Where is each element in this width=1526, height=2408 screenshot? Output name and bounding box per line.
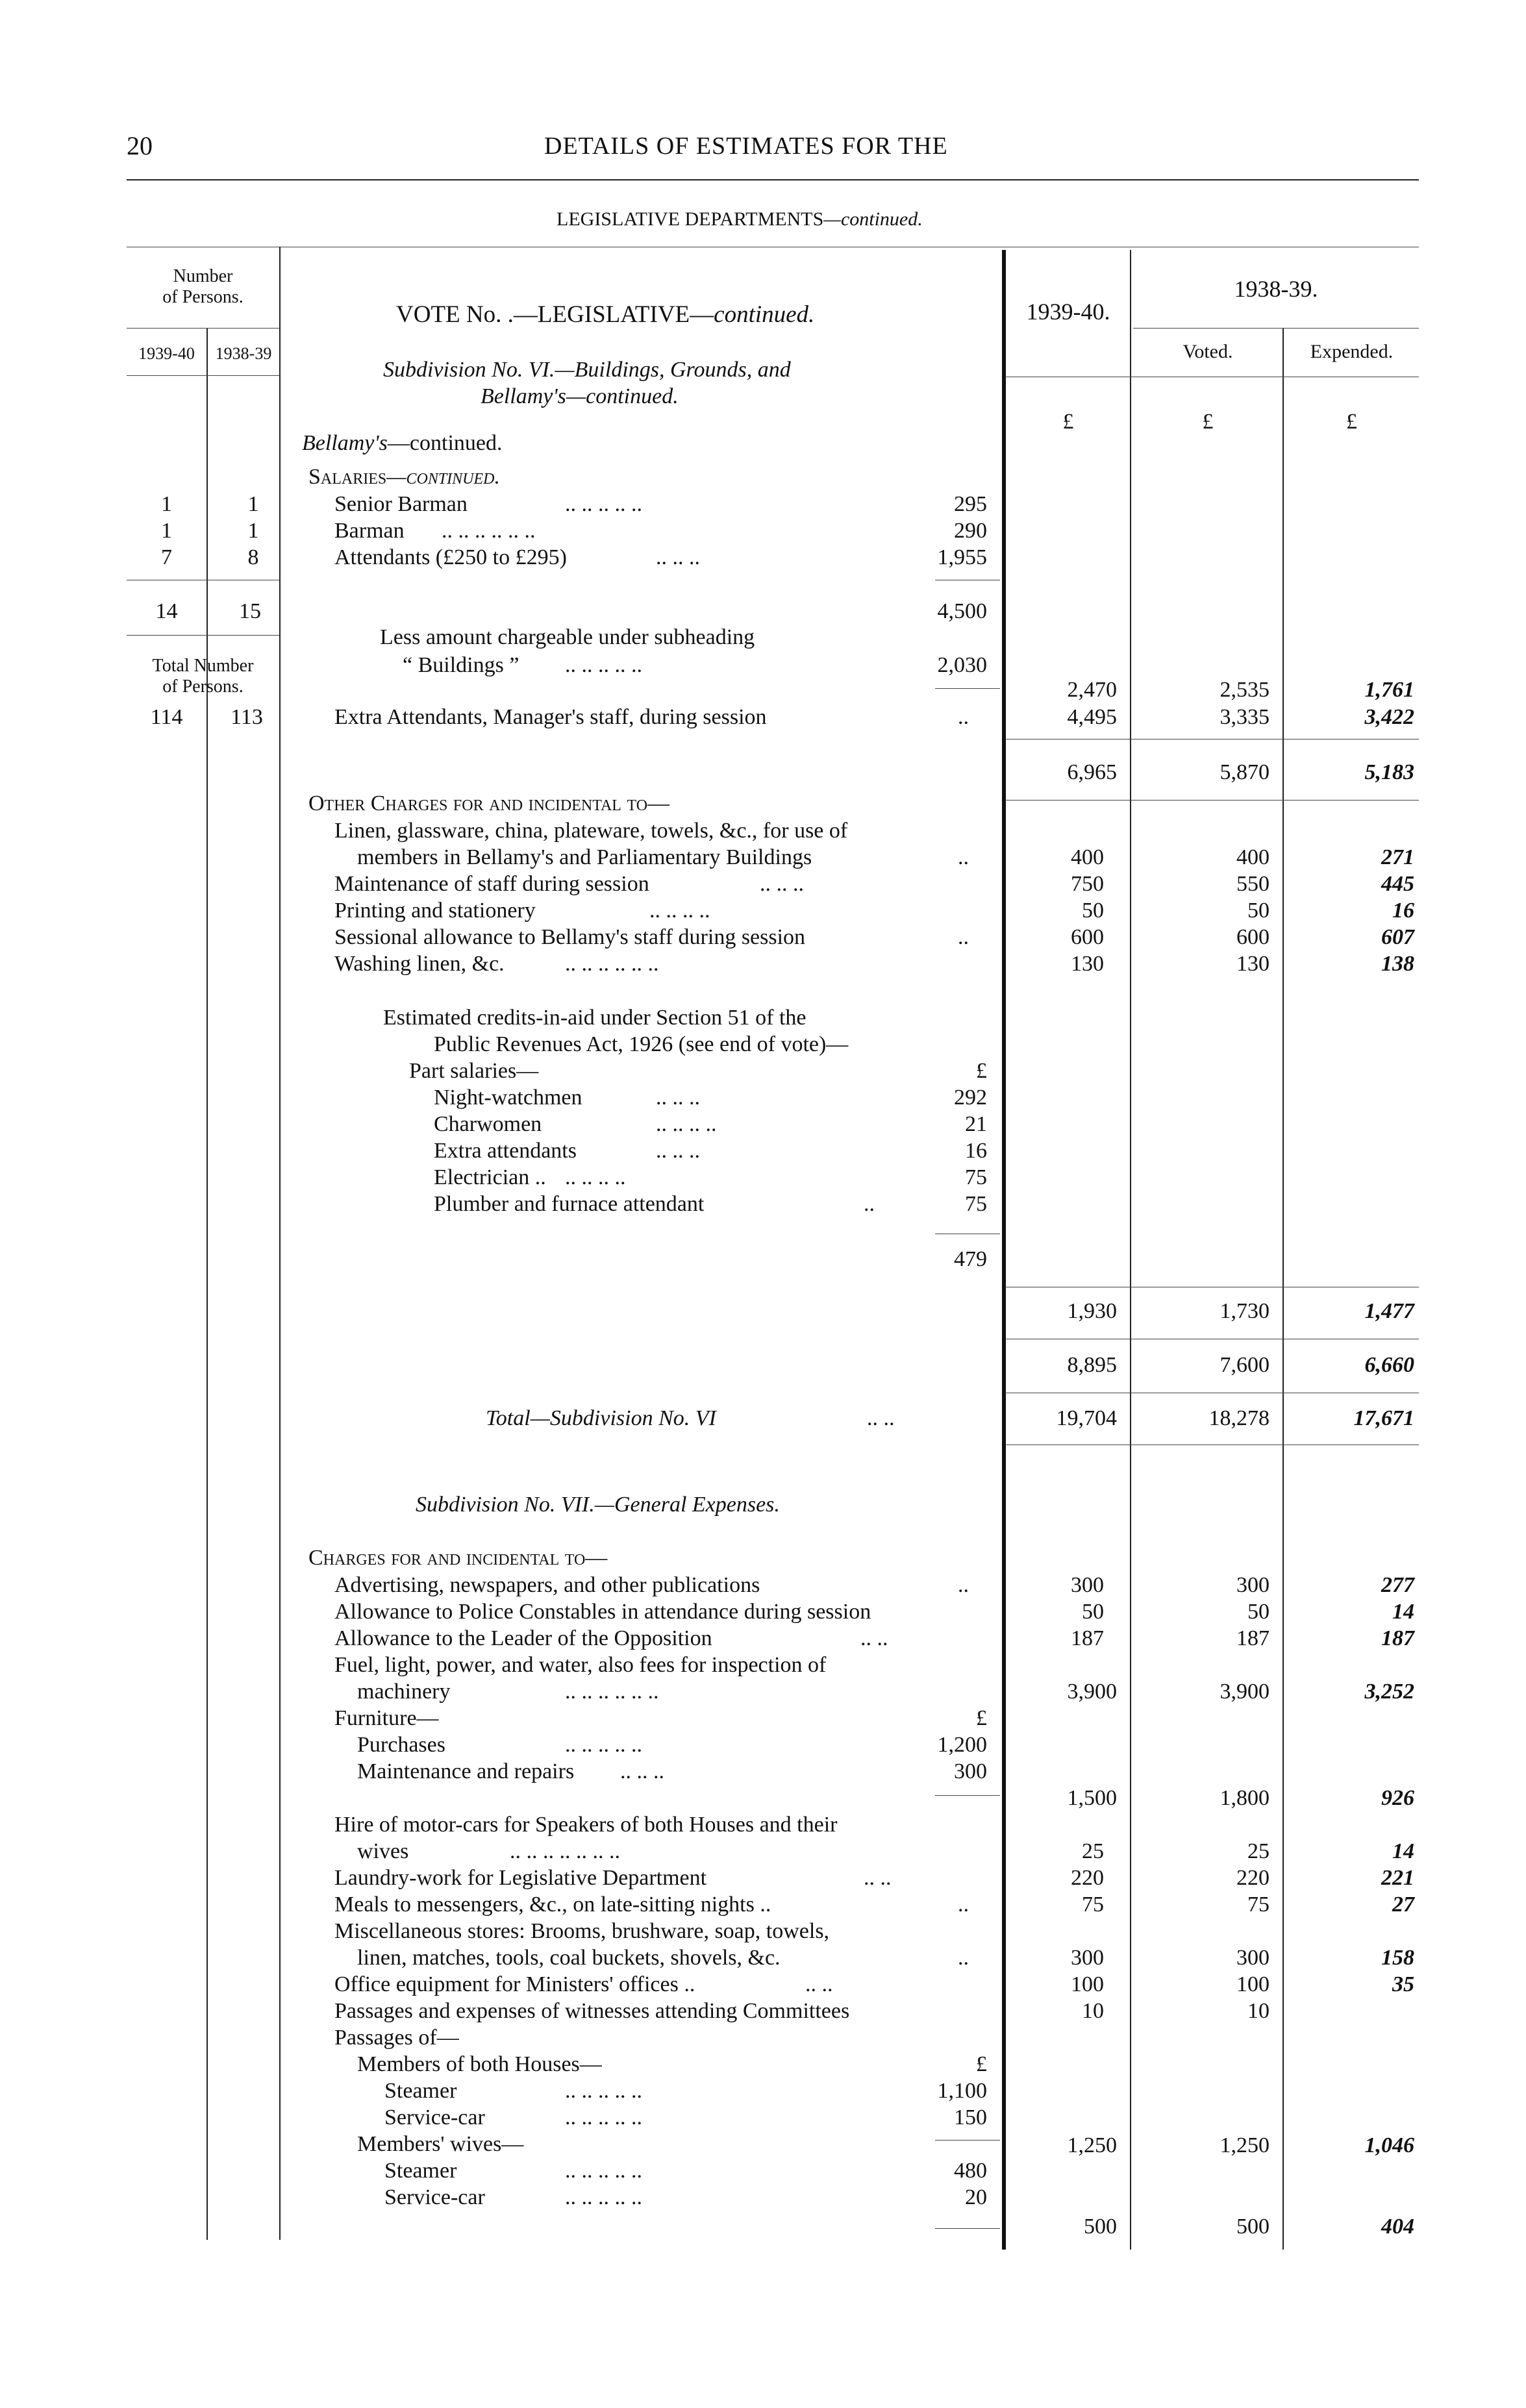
total-vi-1939: 19,704 bbox=[1056, 1406, 1117, 1430]
general2-label: wives bbox=[357, 1839, 409, 1863]
other-charge-expended: 445 bbox=[1381, 872, 1414, 896]
salary-dots: .. .. .. .. .. .. bbox=[442, 519, 536, 543]
salary-dots: .. .. .. .. .. bbox=[565, 492, 642, 516]
other-charges-total-voted: 1,730 bbox=[1220, 1299, 1270, 1323]
extra-attendants-voted: 3,335 bbox=[1220, 705, 1270, 729]
other-charge-1939: 50 bbox=[1082, 899, 1104, 923]
salary-p39: 1 bbox=[161, 519, 172, 543]
credits-line-1: Estimated credits-in-aid under Section 51 of the bbox=[383, 1006, 807, 1030]
persons-inner-divider bbox=[206, 328, 208, 2240]
general2-label: Miscellaneous stores: Brooms, brushware, soap, towels, bbox=[334, 1919, 830, 1943]
passage-wife-dots: .. .. .. .. .. bbox=[565, 2159, 642, 2183]
charges-heading: Charges for and incidental to— bbox=[308, 1546, 608, 1570]
general2-label: linen, matches, tools, coal buckets, shovels, &c. bbox=[357, 1946, 781, 1970]
general-label: Allowance to the Leader of the Opposition bbox=[334, 1626, 712, 1650]
money-header-rule bbox=[1133, 328, 1419, 329]
passages-members-expended: 1,046 bbox=[1364, 2133, 1414, 2157]
salaries-total-1939: 6,965 bbox=[1067, 760, 1117, 784]
general-label: machinery bbox=[357, 1680, 451, 1704]
pound-1939: £ bbox=[1062, 410, 1074, 434]
credit-dots: .. .. .. .. bbox=[565, 1165, 626, 1189]
passages-members-rule bbox=[935, 2140, 1000, 2141]
credits-pound: £ bbox=[976, 1059, 987, 1083]
passage-wife-amount: 20 bbox=[965, 2185, 987, 2209]
money-col-1939: 1939-40. bbox=[1026, 299, 1110, 325]
passages-members-voted: 1,250 bbox=[1220, 2133, 1270, 2157]
furniture-purchases-dots: .. .. .. .. .. bbox=[565, 1733, 642, 1757]
salary-p38: 1 bbox=[247, 492, 259, 516]
passages-wives-expended: 404 bbox=[1381, 2215, 1414, 2239]
money-col-1938: 1938-39. bbox=[1234, 276, 1318, 302]
salary-label: Attendants (£250 to £295) bbox=[334, 545, 567, 569]
header-rule bbox=[127, 179, 1419, 180]
other-charge-expended: 138 bbox=[1381, 952, 1414, 976]
salary-amount: 1,955 bbox=[937, 545, 987, 569]
other-charge-voted: 600 bbox=[1236, 925, 1270, 949]
passages-wives-rule bbox=[935, 2228, 1000, 2229]
credit-dots: .. .. .. bbox=[656, 1139, 700, 1163]
passages-pound: £ bbox=[976, 2052, 987, 2076]
passages-members-1939: 1,250 bbox=[1067, 2133, 1117, 2157]
less-amount: 2,030 bbox=[937, 653, 987, 677]
passage-member-label: Service-car bbox=[384, 2105, 485, 2129]
less-line-1: Less amount chargeable under subheading bbox=[380, 625, 755, 649]
less-line-2: “ Buildings ” bbox=[403, 653, 519, 677]
salary-amount: 290 bbox=[954, 519, 987, 543]
less-rule bbox=[935, 688, 1000, 689]
credit-label: Charwomen bbox=[434, 1112, 542, 1136]
general2-dots: .. bbox=[958, 1946, 969, 1970]
persons-title-2: of Persons. bbox=[162, 287, 244, 307]
general2-dots: .. .. .. .. .. .. .. bbox=[510, 1839, 620, 1863]
credit-label: Electrician .. bbox=[434, 1165, 546, 1189]
bellamys-total-1939: 8,895 bbox=[1067, 1353, 1117, 1377]
bellamys-total-expended: 6,660 bbox=[1364, 1353, 1414, 1377]
general2-label: Meals to messengers, &c., on late-sitting nights .. bbox=[334, 1893, 771, 1917]
salaries-total-voted: 5,870 bbox=[1220, 760, 1270, 784]
credit-amount: 292 bbox=[954, 1086, 987, 1110]
credit-amount: 75 bbox=[965, 1192, 987, 1216]
general2-voted: 100 bbox=[1236, 1972, 1270, 1996]
other-charges-total-1939: 1,930 bbox=[1067, 1299, 1117, 1323]
general-voted: 50 bbox=[1247, 1600, 1270, 1624]
general-1939: 300 bbox=[1071, 1573, 1104, 1597]
general2-label: Hire of motor-cars for Speakers of both Houses and their bbox=[334, 1813, 838, 1837]
general-label: Allowance to Police Constables in attendance during session bbox=[334, 1600, 871, 1624]
passage-wife-label: Steamer bbox=[384, 2159, 457, 2183]
other-charge-expended: 607 bbox=[1381, 925, 1414, 949]
general2-dots: .. bbox=[958, 1893, 969, 1917]
subdivision-vi-line1: Subdivision No. VI.—Buildings, Grounds, and bbox=[383, 358, 791, 382]
other-charge-voted: 130 bbox=[1236, 952, 1270, 976]
credit-label: Night-watchmen bbox=[434, 1086, 582, 1110]
general2-1939: 300 bbox=[1071, 1946, 1104, 1970]
credit-dots: .. bbox=[864, 1192, 875, 1216]
general-label: Advertising, newspapers, and other publications bbox=[334, 1573, 760, 1597]
amounts-column-divider bbox=[1002, 250, 1006, 2250]
furniture-rule bbox=[935, 1795, 1000, 1796]
general-voted: 300 bbox=[1236, 1573, 1270, 1597]
other-charge-label: members in Bellamy's and Parliamentary Buildings bbox=[357, 845, 812, 869]
salary-p38: 8 bbox=[247, 545, 259, 569]
other-charge-voted: 50 bbox=[1247, 899, 1270, 923]
other-charge-label: Printing and stationery bbox=[334, 899, 536, 923]
passage-wife-amount: 480 bbox=[954, 2159, 987, 2183]
general2-voted: 25 bbox=[1247, 1839, 1270, 1863]
furniture-expended: 926 bbox=[1381, 1786, 1414, 1810]
persons-header-rule bbox=[127, 328, 279, 329]
page-number: 20 bbox=[127, 131, 153, 160]
general-dots: .. .. .. .. .. .. bbox=[565, 1680, 659, 1704]
persons-header-rule-2 bbox=[127, 375, 279, 376]
general-expended: 14 bbox=[1392, 1600, 1414, 1624]
furniture-pound: £ bbox=[976, 1706, 987, 1730]
total-persons-title-1: Total Number bbox=[152, 656, 254, 676]
passage-member-label: Steamer bbox=[384, 2079, 457, 2103]
total-persons-title-2: of Persons. bbox=[162, 676, 244, 697]
furniture-purchases: Purchases bbox=[357, 1733, 445, 1757]
persons-title-1: Number bbox=[173, 266, 233, 286]
general-voted: 187 bbox=[1236, 1626, 1270, 1650]
general2-1939: 75 bbox=[1082, 1893, 1104, 1917]
general2-label: Office equipment for Ministers' offices .. bbox=[334, 1972, 695, 1996]
general2-expended: 158 bbox=[1381, 1946, 1414, 1970]
subdivision-vi-line2: Bellamy's—continued. bbox=[481, 384, 679, 408]
general-dots: .. bbox=[958, 1573, 969, 1597]
other-charge-1939: 750 bbox=[1071, 872, 1104, 896]
salaries-subtotal: 4,500 bbox=[937, 599, 987, 623]
persons-total-rule bbox=[127, 635, 279, 636]
bellamys-label: Bellamy's—continued. bbox=[302, 431, 503, 455]
other-charge-voted: 400 bbox=[1236, 845, 1270, 869]
general-1939: 187 bbox=[1071, 1626, 1104, 1650]
voted-expended-divider bbox=[1282, 328, 1284, 2250]
persons-col-1939: 1939-40 bbox=[138, 344, 195, 363]
passage-wife-dots: .. .. .. .. .. bbox=[565, 2185, 642, 2209]
other-charge-dots: .. bbox=[958, 925, 969, 949]
general2-voted: 10 bbox=[1247, 1999, 1270, 2023]
salary-label: Barman bbox=[334, 519, 405, 543]
general2-dots: .. .. bbox=[864, 1866, 892, 1890]
general2-1939: 10 bbox=[1082, 1999, 1104, 2023]
pound-expended: £ bbox=[1346, 410, 1357, 434]
other-charge-dots: .. .. .. .. .. .. bbox=[565, 952, 659, 976]
general2-label: Laundry-work for Legislative Department bbox=[334, 1866, 707, 1890]
other-charge-dots: .. bbox=[958, 845, 969, 869]
other-charge-voted: 550 bbox=[1236, 872, 1270, 896]
salaries-net-voted: 2,535 bbox=[1220, 678, 1270, 702]
furniture-label: Furniture— bbox=[334, 1706, 439, 1730]
general2-expended: 221 bbox=[1381, 1866, 1414, 1890]
subdivision-vii-title: Subdivision No. VII.—General Expenses. bbox=[416, 1493, 780, 1517]
general2-expended: 27 bbox=[1392, 1893, 1414, 1917]
salaries-label: Salaries—continued. bbox=[308, 465, 501, 489]
salaries-total-bottom-rule bbox=[1005, 800, 1419, 801]
credit-amount: 75 bbox=[965, 1165, 987, 1189]
salary-p39: 7 bbox=[161, 545, 172, 569]
persons-col-1938: 1938-39 bbox=[215, 344, 272, 363]
general2-1939: 25 bbox=[1082, 1839, 1104, 1863]
extra-attendants-label: Extra Attendants, Manager's staff, during session bbox=[334, 705, 767, 729]
other-charge-1939: 130 bbox=[1071, 952, 1104, 976]
other-charge-1939: 400 bbox=[1071, 845, 1104, 869]
passages-wives-voted: 500 bbox=[1236, 2215, 1270, 2239]
vote-title: VOTE No. .—LEGISLATIVE—continued. bbox=[396, 301, 815, 328]
general-voted: 3,900 bbox=[1220, 1680, 1270, 1704]
total-persons-38: 113 bbox=[231, 705, 263, 729]
general2-expended: 35 bbox=[1392, 1972, 1414, 1996]
other-charge-dots: .. .. .. bbox=[760, 872, 804, 896]
furniture-maintenance-amount: 300 bbox=[954, 1759, 987, 1783]
extra-attendants-expended: 3,422 bbox=[1364, 705, 1414, 729]
passage-member-amount: 150 bbox=[954, 2105, 987, 2129]
total-persons-39: 114 bbox=[150, 705, 183, 729]
other-charges-heading: Other Charges for and incidental to— bbox=[308, 791, 670, 815]
salary-label: Senior Barman bbox=[334, 492, 468, 516]
other-charge-label: Washing linen, &c. bbox=[334, 952, 505, 976]
part-salaries-label: Part salaries— bbox=[409, 1059, 539, 1083]
general2-voted: 220 bbox=[1236, 1866, 1270, 1890]
general-1939: 3,900 bbox=[1067, 1680, 1117, 1704]
passage-member-dots: .. .. .. .. .. bbox=[565, 2079, 642, 2103]
other-charge-dots: .. .. .. .. bbox=[649, 899, 710, 923]
salaries-total-expended: 5,183 bbox=[1364, 760, 1414, 784]
other-charge-label: Maintenance of staff during session bbox=[334, 872, 649, 896]
credit-dots: .. .. .. .. bbox=[656, 1112, 717, 1136]
general-expended: 277 bbox=[1381, 1573, 1414, 1597]
passage-wife-label: Service-car bbox=[384, 2185, 485, 2209]
passages-wives-1939: 500 bbox=[1084, 2215, 1117, 2239]
general-dots: .. .. bbox=[860, 1626, 888, 1650]
credits-line-2: Public Revenues Act, 1926 (see end of vote)— bbox=[434, 1032, 849, 1056]
total-vi-expended: 17,671 bbox=[1353, 1406, 1414, 1430]
other-charge-expended: 271 bbox=[1381, 845, 1414, 869]
general2-1939: 220 bbox=[1071, 1866, 1104, 1890]
extra-attendants-dots: .. bbox=[958, 705, 969, 729]
total-vi-label: Total—Subdivision No. VI bbox=[486, 1406, 716, 1430]
furniture-maintenance: Maintenance and repairs bbox=[357, 1759, 575, 1783]
other-charges-total-expended: 1,477 bbox=[1364, 1299, 1414, 1323]
passages-label: Passages of— bbox=[334, 2026, 459, 2050]
pound-voted: £ bbox=[1202, 410, 1214, 434]
passages-members-label: Members of both Houses— bbox=[357, 2052, 602, 2076]
credits-total: 479 bbox=[954, 1247, 987, 1271]
persons-column-divider bbox=[279, 247, 281, 2240]
col-1939-divider bbox=[1130, 250, 1131, 2250]
salary-p38: 1 bbox=[247, 519, 259, 543]
passage-member-amount: 1,100 bbox=[937, 2079, 987, 2103]
general2-label: Passages and expenses of witnesses attending Committees bbox=[334, 1999, 850, 2023]
passage-member-dots: .. .. .. .. .. bbox=[565, 2105, 642, 2129]
extra-attendants-1939: 4,495 bbox=[1067, 705, 1117, 729]
other-charge-1939: 600 bbox=[1071, 925, 1104, 949]
general-1939: 50 bbox=[1082, 1600, 1104, 1624]
credit-dots: .. .. .. bbox=[656, 1086, 700, 1110]
credit-label: Plumber and furnace attendant bbox=[434, 1192, 705, 1216]
salaries-net-1939: 2,470 bbox=[1067, 678, 1117, 702]
general2-expended: 14 bbox=[1392, 1839, 1414, 1863]
salary-dots: .. .. .. bbox=[656, 545, 700, 569]
running-title: DETAILS OF ESTIMATES FOR THE bbox=[544, 132, 948, 160]
general2-1939: 100 bbox=[1071, 1972, 1104, 1996]
salary-amount: 295 bbox=[954, 492, 987, 516]
other-charge-label: Sessional allowance to Bellamy's staff during session bbox=[334, 925, 806, 949]
passages-wives-label: Members' wives— bbox=[357, 2132, 524, 2156]
furniture-voted: 1,800 bbox=[1220, 1786, 1270, 1810]
general2-voted: 75 bbox=[1247, 1893, 1270, 1917]
bellamys-total-voted: 7,600 bbox=[1220, 1353, 1270, 1377]
credit-label: Extra attendants bbox=[434, 1139, 577, 1163]
salaries-net-expended: 1,761 bbox=[1364, 678, 1414, 702]
expended-header: Expended. bbox=[1310, 341, 1394, 362]
section-title: LEGISLATIVE DEPARTMENTS—continued. bbox=[557, 208, 923, 230]
credit-amount: 21 bbox=[965, 1112, 987, 1136]
total-vi-dots: .. .. bbox=[867, 1406, 895, 1430]
voted-header: Voted. bbox=[1182, 341, 1233, 362]
less-dots: .. .. .. .. .. bbox=[565, 653, 642, 677]
other-charge-label: Linen, glassware, china, plateware, towels, &c., for use of bbox=[334, 819, 848, 843]
salaries-persons-total-38: 15 bbox=[239, 599, 261, 623]
furniture-1939: 1,500 bbox=[1067, 1786, 1117, 1810]
total-vi-voted: 18,278 bbox=[1208, 1406, 1270, 1430]
general-label: Fuel, light, power, and water, also fees for inspection of bbox=[334, 1653, 827, 1677]
other-charge-expended: 16 bbox=[1392, 899, 1414, 923]
general2-voted: 300 bbox=[1236, 1946, 1270, 1970]
general-expended: 3,252 bbox=[1364, 1680, 1414, 1704]
salary-p39: 1 bbox=[161, 492, 172, 516]
furniture-purchases-amount: 1,200 bbox=[937, 1733, 987, 1757]
credit-amount: 16 bbox=[965, 1139, 987, 1163]
general2-dots: .. .. bbox=[805, 1972, 833, 1996]
salaries-persons-total-39: 14 bbox=[155, 599, 178, 623]
furniture-maintenance-dots: .. .. .. bbox=[620, 1759, 664, 1783]
general-expended: 187 bbox=[1381, 1626, 1414, 1650]
